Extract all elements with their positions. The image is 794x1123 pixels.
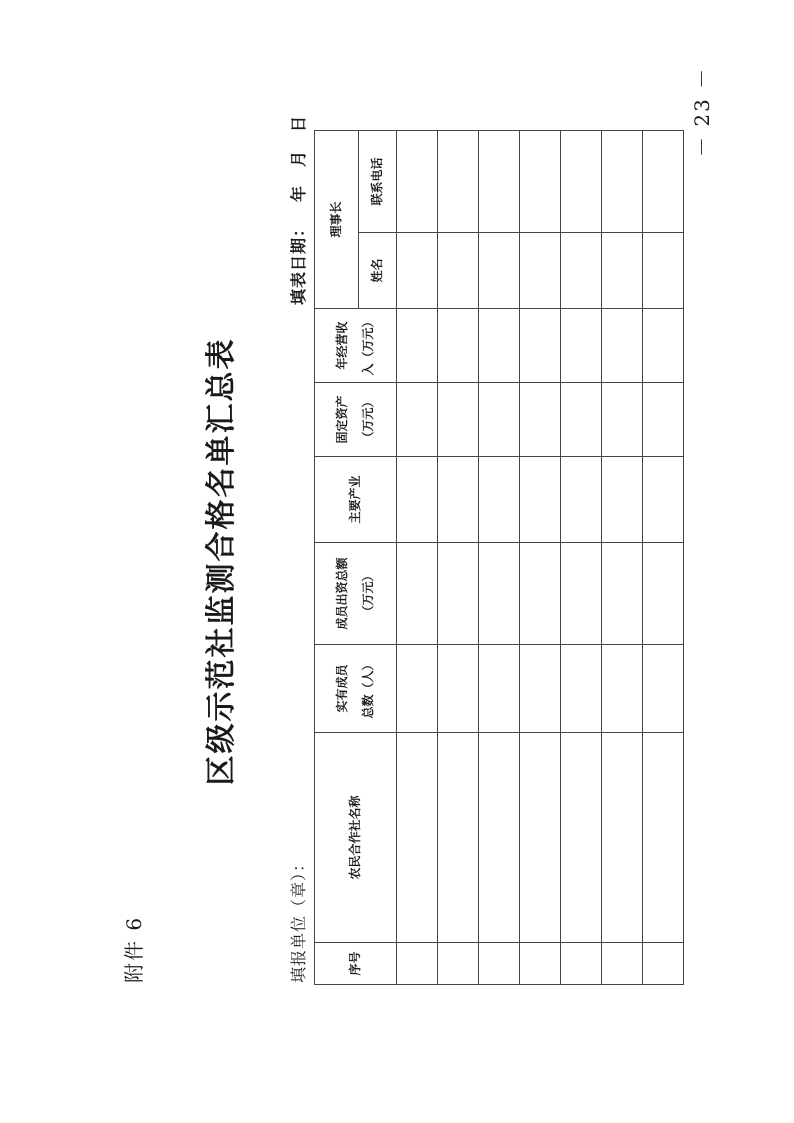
table-cell[interactable] (561, 457, 602, 543)
table-cell[interactable] (643, 131, 684, 233)
table-cell[interactable] (438, 233, 479, 309)
table-cell[interactable] (561, 645, 602, 733)
table-cell[interactable] (397, 943, 438, 985)
table-cell[interactable] (520, 645, 561, 733)
header-capital-line2: （万元） (360, 569, 375, 618)
table-cell[interactable] (643, 645, 684, 733)
header-chairman-name: 姓名 (359, 233, 397, 309)
table-cell[interactable] (479, 543, 520, 645)
header-coop-name: 农民合作社名称 (315, 733, 397, 943)
table-cell[interactable] (561, 131, 602, 233)
table-cell[interactable] (520, 131, 561, 233)
table-cell[interactable] (643, 943, 684, 985)
reporting-unit-label: 填报单位（章）： (289, 854, 308, 983)
table-cell[interactable] (438, 543, 479, 645)
table-cell[interactable] (438, 943, 479, 985)
table-cell[interactable] (520, 383, 561, 457)
summary-table (314, 130, 684, 985)
table-cell[interactable] (520, 943, 561, 985)
header-members-line2: 总数（人） (360, 658, 375, 719)
header-revenue (315, 309, 397, 383)
header-capital-line1: 成员出资总额 (335, 557, 350, 630)
table-cell[interactable] (643, 733, 684, 943)
table-row (602, 131, 643, 985)
table-cell[interactable] (479, 383, 520, 457)
table-row (643, 131, 684, 985)
header-chairman: 理事长 (315, 131, 359, 309)
table-cell[interactable] (479, 457, 520, 543)
table-cell[interactable] (561, 543, 602, 645)
table-cell[interactable] (438, 383, 479, 457)
header-assets-line1: 固定资产 (335, 395, 350, 444)
table-cell[interactable] (602, 131, 643, 233)
table-cell[interactable] (438, 457, 479, 543)
table-cell[interactable] (561, 383, 602, 457)
table-cell[interactable] (602, 457, 643, 543)
table-cell[interactable] (643, 233, 684, 309)
table-cell[interactable] (438, 309, 479, 383)
header-seq: 序号 (315, 943, 397, 985)
table-cell[interactable] (520, 309, 561, 383)
table-cell[interactable] (602, 309, 643, 383)
table-row (438, 131, 479, 985)
table-cell[interactable] (397, 645, 438, 733)
fill-date (286, 115, 309, 305)
attachment-label: 附件 6 (122, 915, 146, 983)
table-cell[interactable] (643, 543, 684, 645)
table-cell[interactable] (520, 457, 561, 543)
table-cell[interactable] (479, 131, 520, 233)
fill-date-label: 填表日期： (289, 219, 308, 305)
table-cell[interactable] (602, 943, 643, 985)
table-cell[interactable] (438, 645, 479, 733)
table-cell[interactable] (438, 131, 479, 233)
page-number: － 23 － (690, 66, 714, 157)
table-cell[interactable] (397, 233, 438, 309)
table-cell[interactable] (602, 233, 643, 309)
header-assets (315, 383, 397, 457)
header-industry: 主要产业 (315, 457, 397, 543)
table-cell[interactable] (479, 645, 520, 733)
table-row (397, 131, 438, 985)
header-members (315, 645, 397, 733)
table-cell[interactable] (561, 943, 602, 985)
header-row (315, 131, 359, 985)
table-cell[interactable] (397, 733, 438, 943)
table-row (520, 131, 561, 985)
date-day-label: 日 (289, 114, 308, 132)
table-cell[interactable] (479, 233, 520, 309)
table-cell[interactable] (479, 733, 520, 943)
table-cell[interactable] (520, 233, 561, 309)
table-cell[interactable] (397, 309, 438, 383)
table-cell[interactable] (602, 383, 643, 457)
page-title: 区级示范社监测合格名单汇总表 (204, 337, 239, 786)
table-cell[interactable] (561, 233, 602, 309)
table-cell[interactable] (397, 457, 438, 543)
table-cell[interactable] (643, 457, 684, 543)
table-cell[interactable] (397, 383, 438, 457)
table-cell[interactable] (479, 309, 520, 383)
date-month-label: 月 (289, 149, 308, 167)
table-cell[interactable] (397, 543, 438, 645)
header-members-line1: 实有成员 (335, 664, 350, 713)
table-cell[interactable] (602, 543, 643, 645)
header-revenue-line1: 年经营收 (335, 321, 350, 370)
table-cell[interactable] (397, 131, 438, 233)
table-cell[interactable] (643, 383, 684, 457)
header-assets-line2: （万元） (360, 395, 375, 444)
table-cell[interactable] (561, 309, 602, 383)
date-year-label: 年 (289, 184, 308, 202)
table-cell[interactable] (520, 733, 561, 943)
table-cell[interactable] (520, 543, 561, 645)
header-chairman-phone: 联系电话 (359, 131, 397, 233)
table-cell[interactable] (602, 733, 643, 943)
table-cell[interactable] (479, 943, 520, 985)
table-row (561, 131, 602, 985)
table-cell[interactable] (561, 733, 602, 943)
table-row (479, 131, 520, 985)
table-cell[interactable] (643, 309, 684, 383)
header-revenue-line2: 入（万元） (360, 315, 375, 376)
table-cell[interactable] (438, 733, 479, 943)
header-capital (315, 543, 397, 645)
table-cell[interactable] (602, 645, 643, 733)
